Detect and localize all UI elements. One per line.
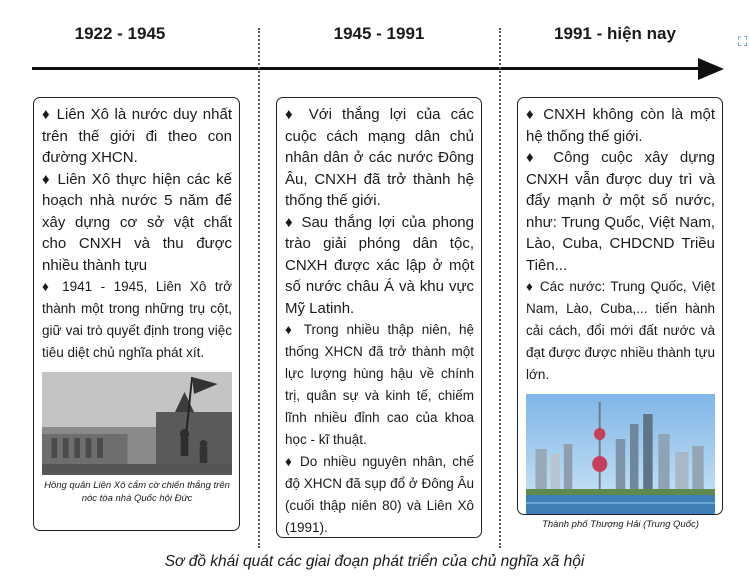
period-paragraph: ♦ CNXH không còn là một hệ thống thế giới. [526, 106, 715, 145]
period-paragraph: ♦ Liên Xô thực hiện các kế hoạch nhà nước 5 năm để xây dựng cơ sở vật chất cho CNXH và thu được nhiều thành tựu [42, 170, 232, 274]
period-box-1922-1945 [33, 97, 240, 531]
timeline-line [32, 67, 702, 70]
period-paragraph: ♦ Trong nhiều thập niên, hệ thống XHCN đã trở thành một lực lượng hùng hậu về chính trị, quân sự và kinh tế, chiếm lĩnh nhiều đỉnh cao của khoa học - kĩ thuật. [285, 322, 474, 447]
period-box-1945-1991 [276, 97, 482, 538]
photo-caption: Hồng quân Liên Xô cắm cờ chiến thắng trên nóc tòa nhà Quốc hội Đức [44, 480, 230, 504]
timeline-arrow-icon [698, 58, 724, 80]
period-paragraph: ♦ Liên Xô là nước duy nhất trên thế giới đi theo con đường XHCN. [42, 106, 232, 166]
period-paragraph: ♦ 1941 - 1945, Liên Xô trở thành một trong những trụ cột, giữ vai trò quyết định trong việc tiêu diệt chủ nghĩa phát xít. [42, 279, 232, 360]
period-paragraph: ♦ Sau thắng lợi của phong trào giải phóng dân tộc, CNXH được xác lập ở một số nước châu Á và khu vực Mỹ Latinh. [285, 213, 474, 317]
period-box-1991-present [517, 97, 723, 530]
period-paragraph: ♦ Các nước: Trung Quốc, Việt Nam, Lào, Cuba,... tiến hành cải cách, đổi mới đất nước và đạt được được nhiều thành tựu lớn. [526, 279, 715, 382]
period-paragraph: ♦ Do nhiều nguyên nhân, chế độ XHCN đã sụp đổ ở Đông Âu (cuối thập niên 80) và Liên Xô (1991). [285, 454, 474, 535]
period-title-1945-1991: 1945 - 1991 [333, 24, 425, 43]
period-separator [499, 28, 501, 548]
expand-icon[interactable]: ⛶ [738, 34, 748, 49]
photo-reichstag-flag [42, 372, 232, 475]
period-paragraph: ♦ Công cuộc xây dựng CNXH vẫn được duy trì và đẩy mạnh ở một số nước, như: Trung Quốc, Việt Nam, Lào, Cuba, CHDCND Triều Tiên... [526, 149, 715, 274]
photo-caption: Thành phố Thượng Hải (Trung Quốc) [542, 519, 699, 530]
period-paragraph: ♦ Với thắng lợi của các cuộc cách mạng dân chủ nhân dân ở các nước Đông Âu, CNXH đã trở thành hệ thống thế giới. [285, 106, 474, 209]
period-title-1922-1945: 1922 - 1945 [74, 24, 166, 43]
photo-shanghai-skyline [526, 394, 715, 514]
period-separator [258, 28, 260, 548]
period-title-1991-present: 1991 - hiện nay [554, 24, 676, 43]
diagram-caption: Sơ đồ khái quát các giai đoạn phát triển của chủ nghĩa xã hội [164, 553, 585, 570]
